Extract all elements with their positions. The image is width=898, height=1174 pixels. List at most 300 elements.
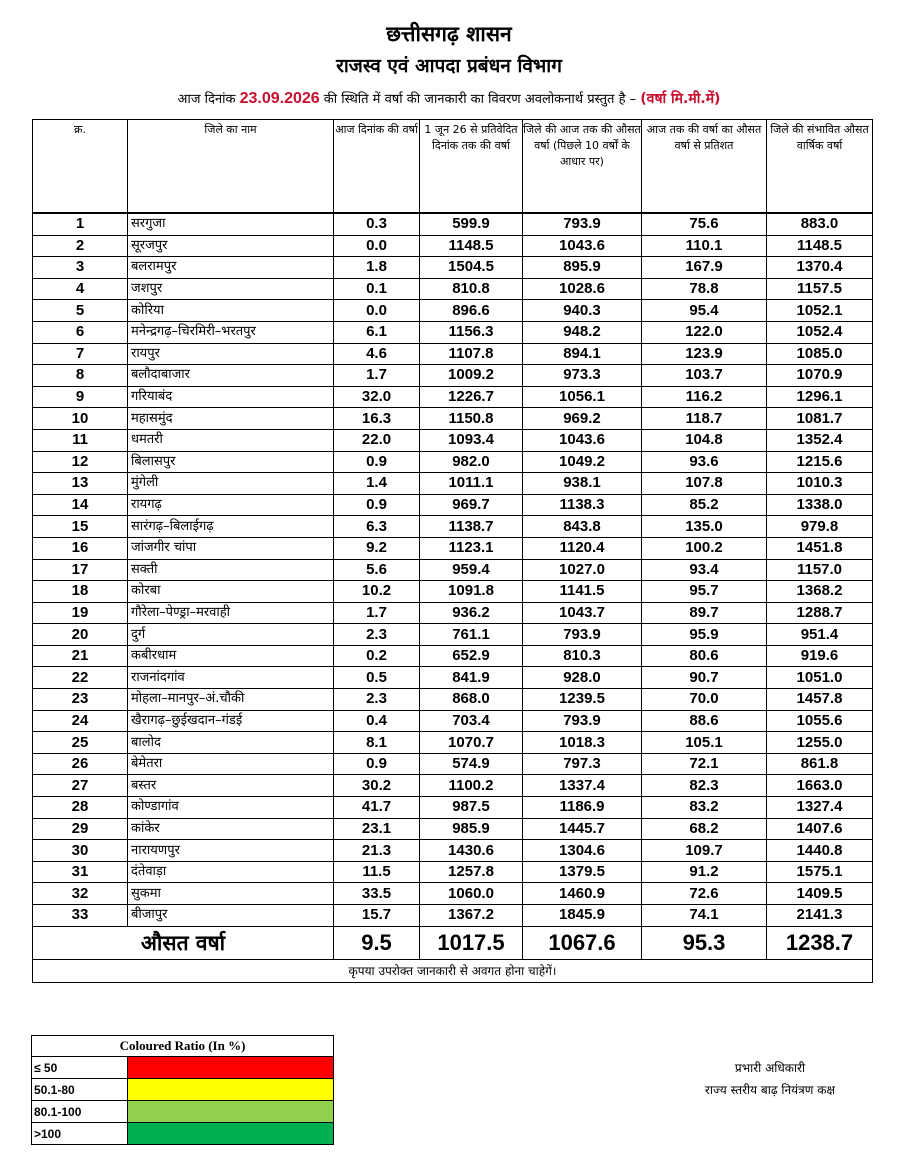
cell-serial: 11 <box>33 429 128 451</box>
cell-today-rain: 6.1 <box>334 321 420 343</box>
cell-annual: 1288.7 <box>767 602 873 624</box>
cell-annual: 1457.8 <box>767 689 873 711</box>
cell-serial: 5 <box>33 300 128 322</box>
cell-avg-to-date: 1337.4 <box>523 775 642 797</box>
cell-avg-to-date: 940.3 <box>523 300 642 322</box>
cell-since-june: 969.7 <box>420 494 523 516</box>
cell-annual: 1409.5 <box>767 883 873 905</box>
cell-percent: 89.7 <box>642 602 767 624</box>
cell-district-name: धमतरी <box>128 429 334 451</box>
signature-officer: प्रभारी अधिकारी <box>734 1061 806 1075</box>
cell-percent: 93.4 <box>642 559 767 581</box>
cell-today-rain: 6.3 <box>334 516 420 538</box>
cell-annual: 1440.8 <box>767 840 873 862</box>
cell-today-rain: 15.7 <box>334 905 420 927</box>
cell-today-rain: 30.2 <box>334 775 420 797</box>
cell-annual: 1451.8 <box>767 537 873 559</box>
cell-today-rain: 0.5 <box>334 667 420 689</box>
cell-annual: 1296.1 <box>767 386 873 408</box>
cell-since-june: 1070.7 <box>420 732 523 754</box>
cell-since-june: 761.1 <box>420 624 523 646</box>
table-row <box>33 645 873 667</box>
cell-district-name: बलरामपुर <box>128 257 334 279</box>
cell-today-rain: 2.3 <box>334 689 420 711</box>
cell-percent: 88.6 <box>642 710 767 732</box>
cell-avg-to-date: 973.3 <box>523 365 642 387</box>
cell-serial: 19 <box>33 602 128 624</box>
cell-percent: 90.7 <box>642 667 767 689</box>
cell-serial: 7 <box>33 343 128 365</box>
report-date: 23.09.2026 <box>239 90 320 107</box>
table-row <box>33 710 873 732</box>
cell-serial: 26 <box>33 753 128 775</box>
cell-serial: 14 <box>33 494 128 516</box>
cell-annual: 883.0 <box>767 214 873 236</box>
cell-district-name: मोहला–मानपुर–अं.चौकी <box>128 689 334 711</box>
cell-annual: 1338.0 <box>767 494 873 516</box>
cell-serial: 3 <box>33 257 128 279</box>
signature-block <box>670 1057 870 1101</box>
cell-annual: 1051.0 <box>767 667 873 689</box>
table-row <box>33 408 873 430</box>
average-annual: 1238.7 <box>767 926 873 959</box>
cell-district-name: मुंगेली <box>128 473 334 495</box>
cell-annual: 1010.3 <box>767 473 873 495</box>
table-row <box>33 602 873 624</box>
cell-avg-to-date: 1027.0 <box>523 559 642 581</box>
cell-serial: 28 <box>33 797 128 819</box>
cell-percent: 118.7 <box>642 408 767 430</box>
table-row <box>33 300 873 322</box>
cell-district-name: बस्तर <box>128 775 334 797</box>
cell-percent: 95.4 <box>642 300 767 322</box>
cell-since-june: 810.8 <box>420 278 523 300</box>
cell-since-june: 1257.8 <box>420 861 523 883</box>
cell-avg-to-date: 1239.5 <box>523 689 642 711</box>
cell-annual: 1148.5 <box>767 235 873 257</box>
cell-serial: 21 <box>33 645 128 667</box>
cell-district-name: जांजगीर चांपा <box>128 537 334 559</box>
cell-district-name: गौरेला–पेण्ड्रा–मरवाही <box>128 602 334 624</box>
table-header-row <box>33 120 873 213</box>
note-row <box>33 959 873 982</box>
cell-annual: 1085.0 <box>767 343 873 365</box>
cell-since-june: 868.0 <box>420 689 523 711</box>
cell-avg-to-date: 1304.6 <box>523 840 642 862</box>
legend-title: Coloured Ratio (In %) <box>32 1036 334 1057</box>
cell-since-june: 1150.8 <box>420 408 523 430</box>
table-row <box>33 516 873 538</box>
cell-today-rain: 0.4 <box>334 710 420 732</box>
cell-since-june: 896.6 <box>420 300 523 322</box>
table-row <box>33 753 873 775</box>
col-avg-to-date: जिले की आज तक की औसत वर्षा (पिछले 10 वर्षों के आधार पर) <box>523 120 642 213</box>
cell-serial: 25 <box>33 732 128 754</box>
cell-district-name: सक्ती <box>128 559 334 581</box>
cell-since-june: 1123.1 <box>420 537 523 559</box>
cell-serial: 23 <box>33 689 128 711</box>
cell-percent: 110.1 <box>642 235 767 257</box>
cell-district-name: गरियाबंद <box>128 386 334 408</box>
cell-percent: 109.7 <box>642 840 767 862</box>
cell-today-rain: 4.6 <box>334 343 420 365</box>
page-title: छत्तीसगढ़ शासन <box>386 22 512 46</box>
cell-today-rain: 0.9 <box>334 494 420 516</box>
cell-serial: 16 <box>33 537 128 559</box>
cell-avg-to-date: 797.3 <box>523 753 642 775</box>
cell-annual: 1368.2 <box>767 581 873 603</box>
table-row <box>33 429 873 451</box>
cell-serial: 29 <box>33 818 128 840</box>
cell-district-name: रायगढ़ <box>128 494 334 516</box>
cell-district-name: बालोद <box>128 732 334 754</box>
cell-serial: 31 <box>33 861 128 883</box>
cell-avg-to-date: 1186.9 <box>523 797 642 819</box>
legend-item <box>32 1123 334 1145</box>
cell-serial: 30 <box>33 840 128 862</box>
cell-avg-to-date: 894.1 <box>523 343 642 365</box>
cell-since-june: 574.9 <box>420 753 523 775</box>
cell-annual: 919.6 <box>767 645 873 667</box>
table-row <box>33 451 873 473</box>
cell-since-june: 1226.7 <box>420 386 523 408</box>
cell-since-june: 936.2 <box>420 602 523 624</box>
cell-percent: 116.2 <box>642 386 767 408</box>
average-row <box>33 926 873 959</box>
cell-serial: 24 <box>33 710 128 732</box>
cell-today-rain: 11.5 <box>334 861 420 883</box>
average-percent: 95.3 <box>642 926 767 959</box>
cell-today-rain: 0.0 <box>334 235 420 257</box>
cell-today-rain: 0.1 <box>334 278 420 300</box>
cell-percent: 72.6 <box>642 883 767 905</box>
cell-since-june: 1011.1 <box>420 473 523 495</box>
cell-avg-to-date: 1460.9 <box>523 883 642 905</box>
col-serial: क्र. <box>33 120 128 213</box>
table-row <box>33 861 873 883</box>
cell-today-rain: 0.9 <box>334 451 420 473</box>
cell-district-name: नारायणपुर <box>128 840 334 862</box>
signature-office: राज्य स्तरीय बाढ़ नियंत्रण कक्ष <box>704 1083 836 1097</box>
cell-avg-to-date: 1056.1 <box>523 386 642 408</box>
cell-district-name: सरगुजा <box>128 214 334 236</box>
cell-serial: 2 <box>33 235 128 257</box>
cell-percent: 135.0 <box>642 516 767 538</box>
cell-percent: 107.8 <box>642 473 767 495</box>
col-since-june: 1 जून 26 से प्रतिवेदित दिनांक तक की वर्षा <box>420 120 523 213</box>
cell-today-rain: 0.3 <box>334 214 420 236</box>
cell-percent: 91.2 <box>642 861 767 883</box>
cell-district-name: कोण्डागांव <box>128 797 334 819</box>
average-since-june: 1017.5 <box>420 926 523 959</box>
cell-since-june: 841.9 <box>420 667 523 689</box>
cell-serial: 12 <box>33 451 128 473</box>
cell-avg-to-date: 1018.3 <box>523 732 642 754</box>
cell-percent: 95.7 <box>642 581 767 603</box>
table-row <box>33 473 873 495</box>
cell-serial: 9 <box>33 386 128 408</box>
cell-annual: 1157.0 <box>767 559 873 581</box>
legend-label: >100 <box>32 1123 128 1145</box>
table-row <box>33 235 873 257</box>
cell-serial: 1 <box>33 214 128 236</box>
cell-percent: 70.0 <box>642 689 767 711</box>
cell-avg-to-date: 1049.2 <box>523 451 642 473</box>
cell-district-name: कोरिया <box>128 300 334 322</box>
cell-serial: 27 <box>33 775 128 797</box>
col-annual: जिले की संभावित औसत वार्षिक वर्षा <box>767 120 873 213</box>
cell-district-name: रायपुर <box>128 343 334 365</box>
cell-district-name: महासमुंद <box>128 408 334 430</box>
cell-annual: 1070.9 <box>767 365 873 387</box>
cell-today-rain: 1.7 <box>334 365 420 387</box>
cell-today-rain: 33.5 <box>334 883 420 905</box>
cell-annual: 1370.4 <box>767 257 873 279</box>
table-row <box>33 494 873 516</box>
cell-district-name: दुर्ग <box>128 624 334 646</box>
cell-avg-to-date: 793.9 <box>523 624 642 646</box>
cell-serial: 10 <box>33 408 128 430</box>
cell-since-june: 1107.8 <box>420 343 523 365</box>
table-row <box>33 732 873 754</box>
cell-district-name: बेमेतरा <box>128 753 334 775</box>
cell-since-june: 1091.8 <box>420 581 523 603</box>
cell-today-rain: 9.2 <box>334 537 420 559</box>
cell-today-rain: 5.6 <box>334 559 420 581</box>
cell-avg-to-date: 969.2 <box>523 408 642 430</box>
legend-swatch-red <box>128 1057 334 1079</box>
table-row <box>33 775 873 797</box>
cell-percent: 85.2 <box>642 494 767 516</box>
legend-item <box>32 1101 334 1123</box>
cell-avg-to-date: 1379.5 <box>523 861 642 883</box>
cell-serial: 18 <box>33 581 128 603</box>
cell-since-june: 1148.5 <box>420 235 523 257</box>
cell-today-rain: 2.3 <box>334 624 420 646</box>
cell-district-name: कोरबा <box>128 581 334 603</box>
legend-swatch-light-green <box>128 1101 334 1123</box>
cell-annual: 1052.4 <box>767 321 873 343</box>
cell-percent: 93.6 <box>642 451 767 473</box>
cell-annual: 861.8 <box>767 753 873 775</box>
table-row <box>33 818 873 840</box>
cell-percent: 83.2 <box>642 797 767 819</box>
cell-percent: 123.9 <box>642 343 767 365</box>
col-percent: आज तक की वर्षा का औसत वर्षा से प्रतिशत <box>642 120 767 213</box>
cell-today-rain: 21.3 <box>334 840 420 862</box>
cell-annual: 979.8 <box>767 516 873 538</box>
cell-avg-to-date: 1138.3 <box>523 494 642 516</box>
cell-percent: 95.9 <box>642 624 767 646</box>
cell-since-june: 1009.2 <box>420 365 523 387</box>
cell-district-name: दंतेवाड़ा <box>128 861 334 883</box>
cell-today-rain: 8.1 <box>334 732 420 754</box>
table-row <box>33 537 873 559</box>
table-row <box>33 905 873 927</box>
cell-percent: 68.2 <box>642 818 767 840</box>
cell-district-name: बिलासपुर <box>128 451 334 473</box>
table-row <box>33 581 873 603</box>
cell-serial: 13 <box>33 473 128 495</box>
cell-district-name: कांकेर <box>128 818 334 840</box>
cell-since-june: 985.9 <box>420 818 523 840</box>
cell-since-june: 1367.2 <box>420 905 523 927</box>
cell-serial: 6 <box>33 321 128 343</box>
cell-percent: 167.9 <box>642 257 767 279</box>
cell-district-name: राजनांदगांव <box>128 667 334 689</box>
unit-note: (वर्षा मि.मी.में) <box>640 91 721 107</box>
cell-avg-to-date: 1141.5 <box>523 581 642 603</box>
intro-before: आज दिनांक <box>177 92 236 107</box>
cell-since-june: 703.4 <box>420 710 523 732</box>
cell-percent: 122.0 <box>642 321 767 343</box>
cell-avg-to-date: 948.2 <box>523 321 642 343</box>
cell-today-rain: 16.3 <box>334 408 420 430</box>
cell-since-june: 1156.3 <box>420 321 523 343</box>
cell-district-name: बलौदाबाजार <box>128 365 334 387</box>
cell-district-name: कबीरधाम <box>128 645 334 667</box>
cell-avg-to-date: 793.9 <box>523 214 642 236</box>
cell-serial: 17 <box>33 559 128 581</box>
cell-since-june: 1430.6 <box>420 840 523 862</box>
cell-percent: 74.1 <box>642 905 767 927</box>
cell-annual: 1575.1 <box>767 861 873 883</box>
cell-serial: 4 <box>33 278 128 300</box>
cell-district-name: सुकमा <box>128 883 334 905</box>
cell-since-june: 959.4 <box>420 559 523 581</box>
cell-district-name: बीजापुर <box>128 905 334 927</box>
cell-avg-to-date: 1043.6 <box>523 235 642 257</box>
legend-swatch-green <box>128 1123 334 1145</box>
cell-since-june: 1100.2 <box>420 775 523 797</box>
cell-today-rain: 22.0 <box>334 429 420 451</box>
col-today-rain: आज दिनांक की वर्षा <box>334 120 420 213</box>
department-title: राजस्व एवं आपदा प्रबंधन विभाग <box>336 55 562 77</box>
intro-line <box>0 89 898 108</box>
legend-item <box>32 1079 334 1101</box>
cell-annual: 1052.1 <box>767 300 873 322</box>
cell-percent: 105.1 <box>642 732 767 754</box>
legend-swatch-yellow <box>128 1079 334 1101</box>
cell-since-june: 652.9 <box>420 645 523 667</box>
cell-percent: 80.6 <box>642 645 767 667</box>
average-label: औसत वर्षा <box>33 926 334 959</box>
table-row <box>33 365 873 387</box>
cell-avg-to-date: 1043.7 <box>523 602 642 624</box>
cell-percent: 100.2 <box>642 537 767 559</box>
cell-annual: 1663.0 <box>767 775 873 797</box>
cell-district-name: सूरजपुर <box>128 235 334 257</box>
legend-label: 80.1-100 <box>32 1101 128 1123</box>
cell-avg-to-date: 810.3 <box>523 645 642 667</box>
cell-district-name: जशपुर <box>128 278 334 300</box>
cell-district-name: सारंगढ़–बिलाईगढ़ <box>128 516 334 538</box>
cell-annual: 1081.7 <box>767 408 873 430</box>
cell-today-rain: 23.1 <box>334 818 420 840</box>
cell-annual: 1055.6 <box>767 710 873 732</box>
average-today: 9.5 <box>334 926 420 959</box>
note-text: कृपया उपरोक्त जानकारी से अवगत होना चाहेगें। <box>33 959 873 982</box>
rainfall-table <box>32 119 873 983</box>
cell-today-rain: 1.8 <box>334 257 420 279</box>
cell-percent: 103.7 <box>642 365 767 387</box>
table-row <box>33 689 873 711</box>
cell-today-rain: 1.4 <box>334 473 420 495</box>
cell-since-june: 599.9 <box>420 214 523 236</box>
col-district-name: जिले का नाम <box>128 120 334 213</box>
cell-percent: 82.3 <box>642 775 767 797</box>
cell-annual: 1255.0 <box>767 732 873 754</box>
legend-label: 50.1-80 <box>32 1079 128 1101</box>
cell-annual: 1407.6 <box>767 818 873 840</box>
cell-today-rain: 0.9 <box>334 753 420 775</box>
table-row <box>33 257 873 279</box>
cell-avg-to-date: 793.9 <box>523 710 642 732</box>
cell-today-rain: 0.2 <box>334 645 420 667</box>
cell-serial: 22 <box>33 667 128 689</box>
table-row <box>33 278 873 300</box>
colour-legend <box>31 1035 334 1145</box>
cell-today-rain: 0.0 <box>334 300 420 322</box>
table-row <box>33 559 873 581</box>
cell-avg-to-date: 928.0 <box>523 667 642 689</box>
cell-since-june: 1138.7 <box>420 516 523 538</box>
legend-label: ≤ 50 <box>32 1057 128 1079</box>
cell-avg-to-date: 1120.4 <box>523 537 642 559</box>
cell-annual: 1215.6 <box>767 451 873 473</box>
table-row <box>33 214 873 236</box>
cell-serial: 20 <box>33 624 128 646</box>
cell-percent: 72.1 <box>642 753 767 775</box>
cell-annual: 1157.5 <box>767 278 873 300</box>
table-row <box>33 797 873 819</box>
cell-serial: 8 <box>33 365 128 387</box>
table-row <box>33 840 873 862</box>
cell-avg-to-date: 1028.6 <box>523 278 642 300</box>
cell-serial: 32 <box>33 883 128 905</box>
table-row <box>33 343 873 365</box>
cell-annual: 1327.4 <box>767 797 873 819</box>
cell-since-june: 1093.4 <box>420 429 523 451</box>
cell-today-rain: 1.7 <box>334 602 420 624</box>
cell-district-name: मनेन्द्रगढ़–चिरमिरी–भरतपुर <box>128 321 334 343</box>
cell-avg-to-date: 938.1 <box>523 473 642 495</box>
cell-avg-to-date: 1043.6 <box>523 429 642 451</box>
average-avg-to-date: 1067.6 <box>523 926 642 959</box>
cell-percent: 78.8 <box>642 278 767 300</box>
cell-percent: 104.8 <box>642 429 767 451</box>
cell-today-rain: 32.0 <box>334 386 420 408</box>
table-row <box>33 883 873 905</box>
legend-item <box>32 1057 334 1079</box>
cell-district-name: खैरागढ़–छुईखदान–गंडई <box>128 710 334 732</box>
cell-serial: 33 <box>33 905 128 927</box>
cell-since-june: 987.5 <box>420 797 523 819</box>
table-row <box>33 321 873 343</box>
cell-annual: 951.4 <box>767 624 873 646</box>
cell-avg-to-date: 843.8 <box>523 516 642 538</box>
intro-after: की स्थिति में वर्षा की जानकारी का विवरण अवलोकनार्थ प्रस्तुत है – <box>323 92 637 107</box>
cell-since-june: 982.0 <box>420 451 523 473</box>
cell-today-rain: 10.2 <box>334 581 420 603</box>
cell-avg-to-date: 1445.7 <box>523 818 642 840</box>
table-row <box>33 667 873 689</box>
cell-since-june: 1504.5 <box>420 257 523 279</box>
cell-today-rain: 41.7 <box>334 797 420 819</box>
cell-avg-to-date: 895.9 <box>523 257 642 279</box>
cell-percent: 75.6 <box>642 214 767 236</box>
table-row <box>33 624 873 646</box>
